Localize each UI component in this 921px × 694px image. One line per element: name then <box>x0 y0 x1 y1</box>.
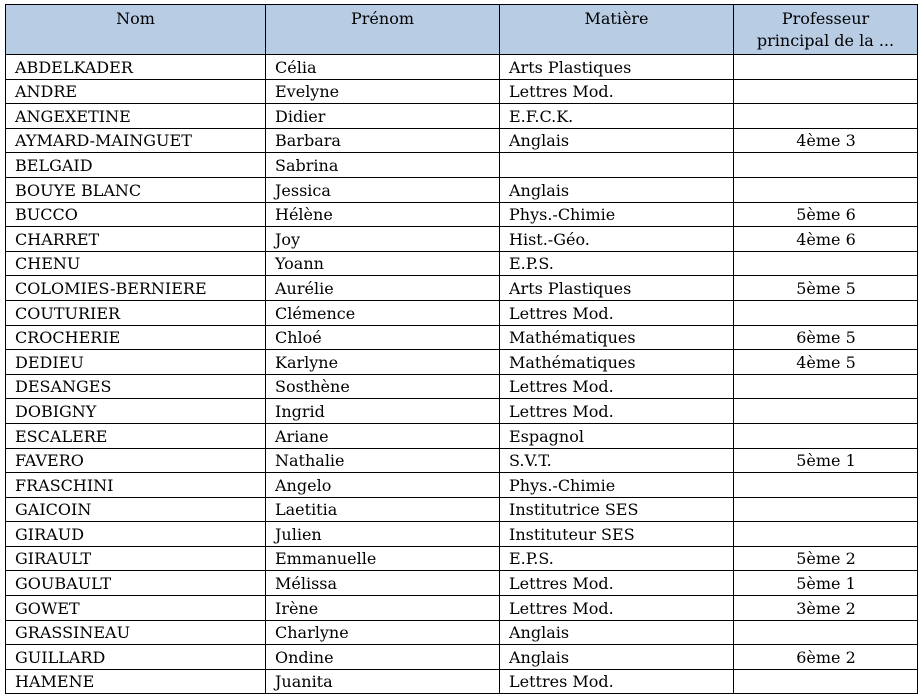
cell-matiere: E.P.S. <box>500 546 734 571</box>
cell-prenom: Joy <box>266 227 500 252</box>
cell-prenom: Angelo <box>266 473 500 498</box>
cell-nom: COUTURIER <box>6 300 266 325</box>
cell-nom: FAVERO <box>6 448 266 473</box>
cell-professeur-principal: 3ème 2 <box>734 596 918 621</box>
table-row <box>6 399 918 424</box>
cell-prenom: Sosthène <box>266 374 500 399</box>
table-row <box>6 497 918 522</box>
cell-professeur-principal <box>734 251 918 276</box>
cell-nom: GUILLARD <box>6 645 266 670</box>
cell-nom: ANDRE <box>6 79 266 104</box>
cell-professeur-principal: 5ème 1 <box>734 571 918 596</box>
cell-professeur-principal: 6ème 2 <box>734 645 918 670</box>
cell-prenom: Jessica <box>266 177 500 202</box>
cell-nom: GOWET <box>6 596 266 621</box>
table-row <box>6 473 918 498</box>
cell-matiere: E.F.C.K. <box>500 104 734 129</box>
cell-professeur-principal: 4ème 5 <box>734 350 918 375</box>
cell-professeur-principal <box>734 620 918 645</box>
cell-matiere: Espagnol <box>500 423 734 448</box>
cell-professeur-principal <box>734 374 918 399</box>
cell-nom: BOUYE BLANC <box>6 177 266 202</box>
cell-professeur-principal: 5ème 5 <box>734 276 918 301</box>
cell-matiere: Lettres Mod. <box>500 79 734 104</box>
cell-nom: DEDIEU <box>6 350 266 375</box>
cell-nom: CHARRET <box>6 227 266 252</box>
table-row <box>6 596 918 621</box>
cell-matiere: Hist.-Géo. <box>500 227 734 252</box>
table-row <box>6 202 918 227</box>
cell-matiere: Arts Plastiques <box>500 55 734 80</box>
cell-prenom: Charlyne <box>266 620 500 645</box>
table-row <box>6 571 918 596</box>
cell-professeur-principal <box>734 79 918 104</box>
cell-matiere: S.V.T. <box>500 448 734 473</box>
cell-matiere: Anglais <box>500 645 734 670</box>
cell-professeur-principal <box>734 423 918 448</box>
cell-prenom: Ariane <box>266 423 500 448</box>
cell-prenom: Ingrid <box>266 399 500 424</box>
cell-nom: FRASCHINI <box>6 473 266 498</box>
table-row <box>6 128 918 153</box>
table-row <box>6 374 918 399</box>
cell-prenom: Juanita <box>266 669 500 694</box>
table-row <box>6 522 918 547</box>
cell-professeur-principal <box>734 153 918 178</box>
header-prenom: Prénom <box>266 5 500 55</box>
header-pp-line2: principal de la ... <box>756 31 895 50</box>
cell-prenom: Chloé <box>266 325 500 350</box>
cell-matiere: Mathématiques <box>500 325 734 350</box>
table-row <box>6 300 918 325</box>
table-row <box>6 276 918 301</box>
cell-nom: DOBIGNY <box>6 399 266 424</box>
table-row <box>6 79 918 104</box>
table-row <box>6 546 918 571</box>
cell-matiere: Lettres Mod. <box>500 399 734 424</box>
cell-nom: BUCCO <box>6 202 266 227</box>
cell-professeur-principal: 4ème 6 <box>734 227 918 252</box>
cell-matiere: Institutrice SES <box>500 497 734 522</box>
cell-matiere: Lettres Mod. <box>500 374 734 399</box>
table-row <box>6 153 918 178</box>
cell-matiere: Lettres Mod. <box>500 300 734 325</box>
cell-nom: GRASSINEAU <box>6 620 266 645</box>
table-row <box>6 669 918 694</box>
cell-nom: ANGEXETINE <box>6 104 266 129</box>
cell-nom: CHENU <box>6 251 266 276</box>
cell-professeur-principal <box>734 177 918 202</box>
cell-professeur-principal <box>734 522 918 547</box>
cell-prenom: Emmanuelle <box>266 546 500 571</box>
cell-prenom: Mélissa <box>266 571 500 596</box>
cell-nom: CROCHERIE <box>6 325 266 350</box>
cell-prenom: Didier <box>266 104 500 129</box>
table-row <box>6 645 918 670</box>
cell-nom: GAICOIN <box>6 497 266 522</box>
table-header <box>6 5 918 55</box>
table-row <box>6 251 918 276</box>
cell-prenom: Barbara <box>266 128 500 153</box>
cell-nom: BELGAID <box>6 153 266 178</box>
cell-prenom: Ondine <box>266 645 500 670</box>
cell-prenom: Aurélie <box>266 276 500 301</box>
cell-professeur-principal <box>734 104 918 129</box>
table-body <box>6 55 918 694</box>
cell-nom: GIRAUD <box>6 522 266 547</box>
cell-professeur-principal <box>734 669 918 694</box>
cell-professeur-principal: 5ème 1 <box>734 448 918 473</box>
cell-professeur-principal: 5ème 6 <box>734 202 918 227</box>
cell-prenom: Evelyne <box>266 79 500 104</box>
cell-nom: COLOMIES-BERNIERE <box>6 276 266 301</box>
cell-prenom: Célia <box>266 55 500 80</box>
cell-prenom: Laetitia <box>266 497 500 522</box>
header-pp-line1: Professeur <box>781 9 870 28</box>
cell-matiere: Anglais <box>500 620 734 645</box>
cell-professeur-principal <box>734 497 918 522</box>
table-row <box>6 55 918 80</box>
cell-prenom: Yoann <box>266 251 500 276</box>
cell-prenom: Julien <box>266 522 500 547</box>
cell-nom: DESANGES <box>6 374 266 399</box>
cell-matiere: Arts Plastiques <box>500 276 734 301</box>
table-row <box>6 423 918 448</box>
cell-professeur-principal: 4ème 3 <box>734 128 918 153</box>
table-row <box>6 177 918 202</box>
cell-professeur-principal <box>734 300 918 325</box>
table-row <box>6 620 918 645</box>
cell-nom: HAMENE <box>6 669 266 694</box>
header-row <box>6 5 918 55</box>
cell-prenom: Hélène <box>266 202 500 227</box>
cell-nom: GIRAULT <box>6 546 266 571</box>
cell-matiere: Anglais <box>500 177 734 202</box>
cell-prenom: Karlyne <box>266 350 500 375</box>
cell-prenom: Sabrina <box>266 153 500 178</box>
cell-matiere: Lettres Mod. <box>500 669 734 694</box>
header-professeur-principal <box>734 5 918 55</box>
table-row <box>6 448 918 473</box>
cell-prenom: Nathalie <box>266 448 500 473</box>
cell-matiere: Instituteur SES <box>500 522 734 547</box>
cell-prenom: Irène <box>266 596 500 621</box>
cell-matiere: Phys.-Chimie <box>500 473 734 498</box>
cell-matiere: Mathématiques <box>500 350 734 375</box>
cell-matiere: Lettres Mod. <box>500 571 734 596</box>
cell-matiere: Lettres Mod. <box>500 596 734 621</box>
cell-nom: ABDELKADER <box>6 55 266 80</box>
table-row <box>6 325 918 350</box>
cell-nom: GOUBAULT <box>6 571 266 596</box>
cell-professeur-principal <box>734 55 918 80</box>
cell-professeur-principal <box>734 399 918 424</box>
staff-table <box>5 4 918 694</box>
header-nom: Nom <box>6 5 266 55</box>
table-row <box>6 227 918 252</box>
header-matiere: Matière <box>500 5 734 55</box>
cell-matiere: Anglais <box>500 128 734 153</box>
cell-nom: ESCALERE <box>6 423 266 448</box>
cell-prenom: Clémence <box>266 300 500 325</box>
cell-professeur-principal: 6ème 5 <box>734 325 918 350</box>
cell-matiere: Phys.-Chimie <box>500 202 734 227</box>
table-row <box>6 350 918 375</box>
cell-nom: AYMARD-MAINGUET <box>6 128 266 153</box>
cell-matiere <box>500 153 734 178</box>
table-row <box>6 104 918 129</box>
cell-professeur-principal <box>734 473 918 498</box>
cell-professeur-principal: 5ème 2 <box>734 546 918 571</box>
cell-matiere: E.P.S. <box>500 251 734 276</box>
